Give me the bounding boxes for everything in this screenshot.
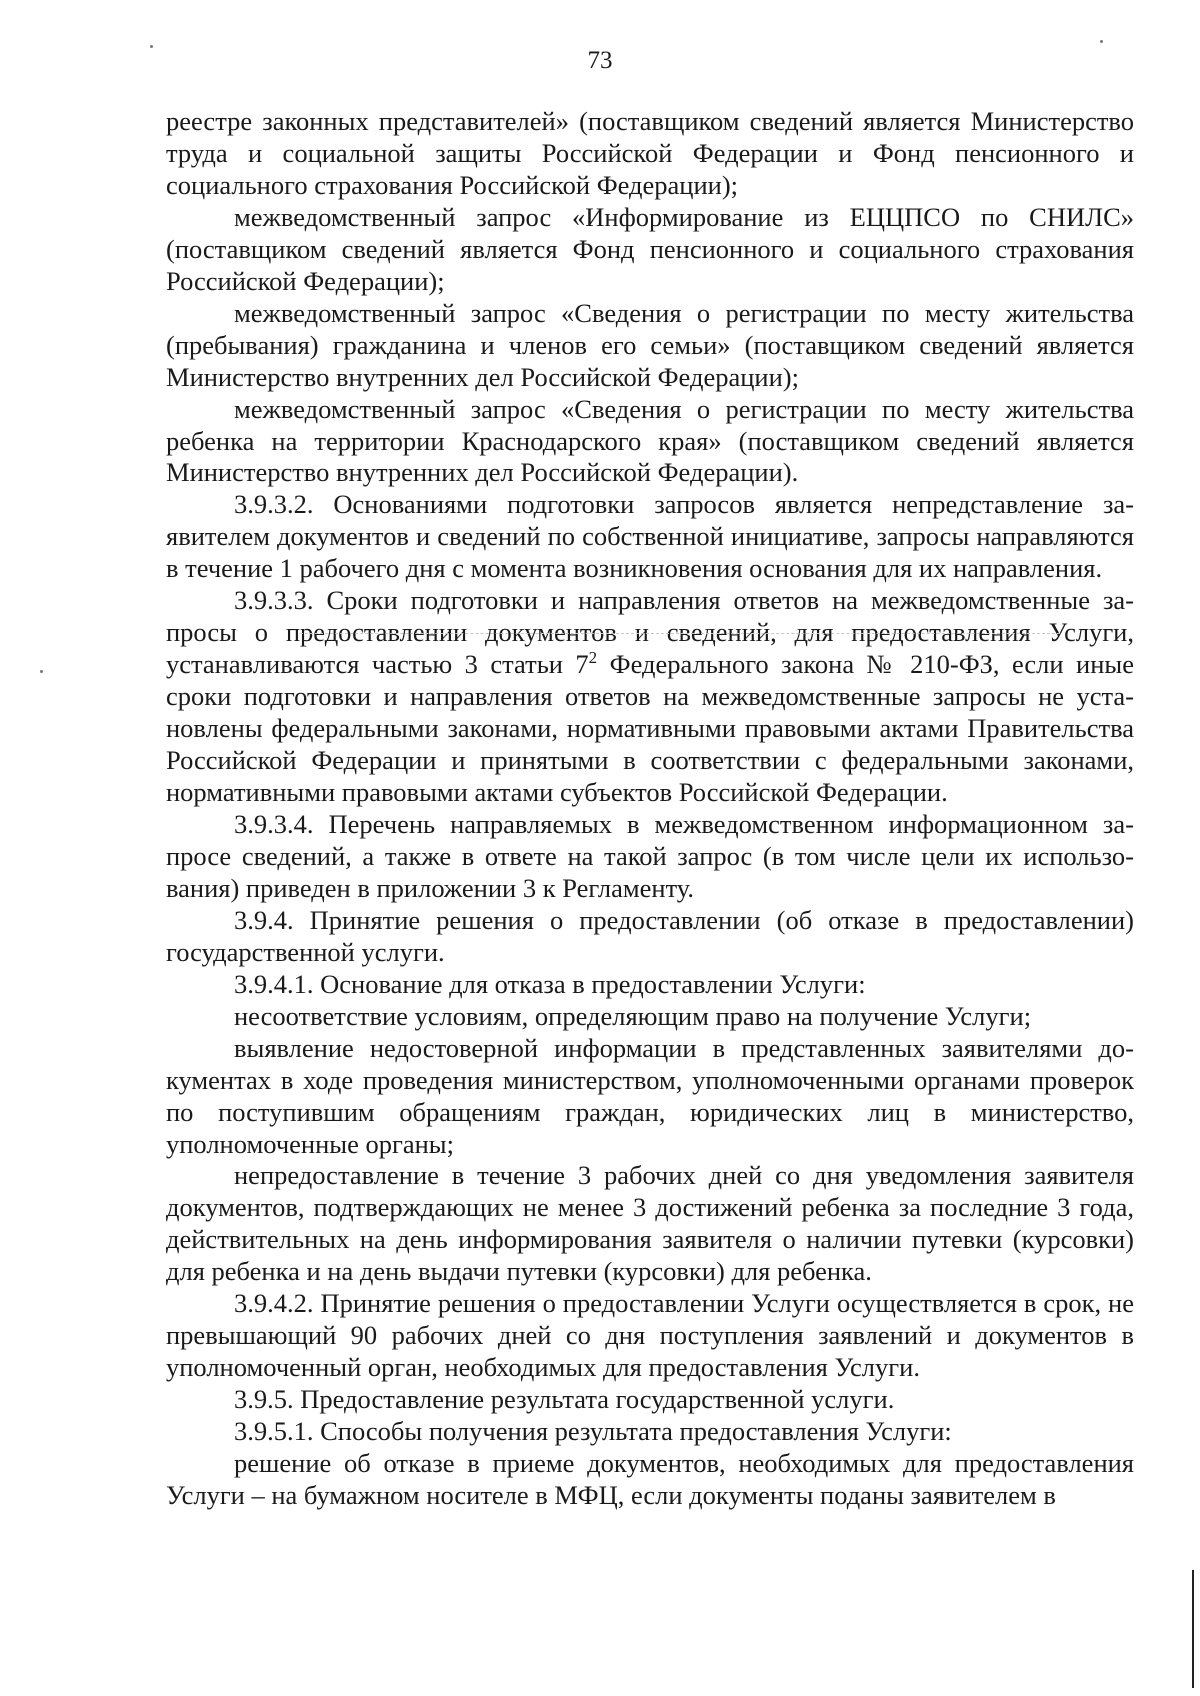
paragraph-3-9-3-3-part2: Федерального закона № 210-ФЗ, если иные сроки подготовки и направления ответов на межведомственные запросы не установлены федеральными законами, нормативными правовыми актами Правительства Российской Федерации и принятыми в соответствии с федеральными законами, нормативными правовыми актами субъектов Российской Федерации.	[166, 649, 1134, 808]
paragraph-refusal-reason-2: выявление недостоверной информации в представленных заявителями документах в ходе проведения министерством, уполномоченными органами проверок по поступившим обращениям граждан, юридических лиц в министерство, уполномоченные органы;	[166, 1032, 1134, 1159]
paragraph-3-9-3-3	[166, 585, 1134, 809]
superscript-article-number: 2	[588, 648, 598, 668]
paragraph-3-9-4-2: 3.9.4.2. Принятие решения о предоставлении Услуги осуществляется в срок, не превышающий 90 рабочих дней со дня поступления заявлений и документов в уполномоченный орган, необходимых для предоставления Услуги.	[166, 1288, 1134, 1383]
paragraph-3-9-5-1: 3.9.5.1. Способы получения результата предоставления Услуги:	[234, 1416, 952, 1447]
paragraph-3-9-3-4: 3.9.3.4. Перечень направляемых в межведомственном информационном запросе сведений, а также в ответе на такой запрос (в том числе цели их использования) приведен в приложении 3 к Регламенту.	[166, 808, 1134, 903]
paragraph-request-registration-child: межведомственный запрос «Сведения о регистрации по месту жительства ребенка на территории Краснодарского края» (поставщиком сведений является Министерство внутренних дел Российской Федерации).	[166, 393, 1134, 488]
page-number: 73	[587, 47, 613, 74]
paragraph-3-9-3-2: 3.9.3.2. Основаниями подготовки запросов является непредставление заявителем документов и сведений по собственной инициативе, запросы направляются в течение 1 рабочего дня с момента возникновения основания для их направления.	[166, 489, 1134, 584]
scan-speck	[40, 670, 43, 673]
paragraph-3-9-3-3-part1: 3.9.3.3. Сроки подготовки и направления ответов на межведомственные запросы о предоставлении документов и сведений, для предоставления Услуги, устанавливаются частью 3 статьи 7	[166, 585, 1134, 680]
paragraph-request-registration-family: межведомственный запрос «Сведения о регистрации по месту жительства (пребывания) гражданина и членов его семьи» (поставщиком сведений является Министерство внутренних дел Российской Федерации);	[166, 297, 1134, 392]
paragraph-refusal-reason-3: непредоставление в течение 3 рабочих дней со дня уведомления заявителя документов, подтверждающих не менее 3 достижений ребенка за последние 3 года, действительных на день информирования заявителя о наличии путевки (курсовки) для ребенка и на день выдачи путевки (курсовки) для ребенка.	[166, 1160, 1134, 1287]
paragraph-3-9-4: 3.9.4. Принятие решения о предоставлении (об отказе в предоставлении) государственной услуги.	[166, 904, 1134, 967]
scan-speck	[150, 45, 153, 48]
document-body	[166, 106, 1134, 1512]
paragraph-continuation: реестре законных представителей» (поставщиком сведений является Министерство труда и социальной защиты Российской Федерации и Фонд пенсионного и социального страхования Российской Федерации);	[166, 106, 1134, 200]
scan-speck	[1100, 40, 1103, 43]
paragraph-result-paper: решение об отказе в приеме документов, необходимых для предоставления Услуги – на бумажном носителе в МФЦ, если документы поданы заявителем в	[166, 1448, 1134, 1510]
scan-artifact-dashes	[300, 633, 1060, 634]
paragraph-refusal-reason-1: несоответствие условиям, определяющим право на получение Услуги;	[234, 1000, 1032, 1031]
paragraph-request-snils: межведомственный запрос «Информирование из ЕЦЦПСО по СНИЛС» (поставщиком сведений является Фонд пенсионного и социального страхования Российской Федерации);	[166, 201, 1134, 296]
paragraph-3-9-4-1: 3.9.4.1. Основание для отказа в предоставлении Услуги:	[234, 968, 866, 999]
paragraph-3-9-5: 3.9.5. Предоставление результата государственной услуги.	[234, 1384, 895, 1415]
scan-edge-line	[1192, 1570, 1194, 1688]
